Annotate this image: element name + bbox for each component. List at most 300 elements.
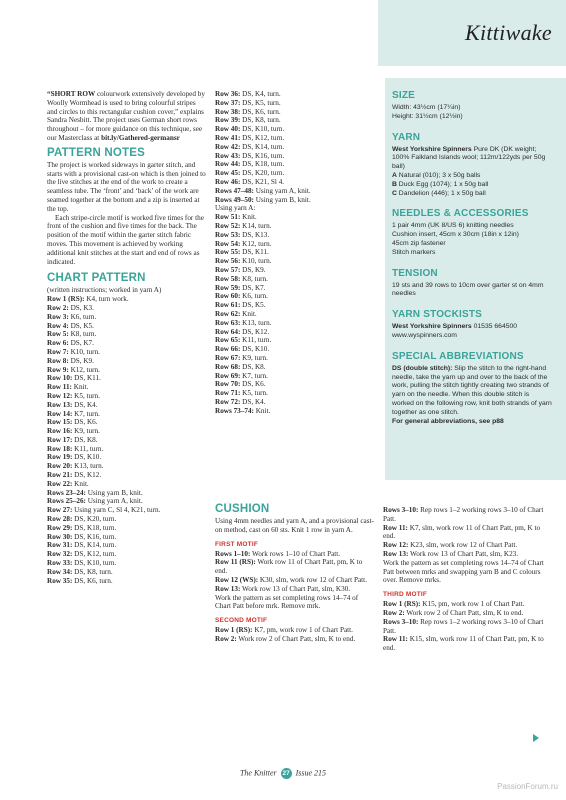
- row-label: Row 2:: [215, 634, 237, 643]
- stockist-name: West Yorkshire Spinners: [392, 323, 472, 331]
- row-label: Row 71:: [215, 389, 241, 398]
- row-instruction: K8, turn.: [68, 330, 97, 339]
- row-instruction: Knit.: [71, 383, 89, 392]
- row-instruction: DS, K16, turn.: [240, 151, 285, 160]
- abbreviation-ds: [392, 365, 552, 418]
- row-instruction: K5, turn.: [72, 391, 100, 400]
- row-label: Row 43:: [215, 151, 241, 160]
- row-instruction: DS, K12.: [240, 327, 270, 336]
- watermark: PassionForum.ru: [497, 782, 558, 791]
- row-label: Row 11 (RS):: [215, 558, 256, 567]
- row-label: Row 1 (RS):: [215, 626, 253, 635]
- row-instruction: DS, K9.: [68, 356, 94, 365]
- row-instruction: DS, K6.: [72, 418, 98, 427]
- row-label: Row 1 (RS):: [383, 600, 421, 609]
- pattern-row: [215, 372, 375, 381]
- row-label: Row 51:: [215, 213, 241, 222]
- row-label: Row 10:: [47, 374, 73, 383]
- yarn-brand: West Yorkshire Spinners: [392, 145, 472, 153]
- pattern-row: [215, 116, 375, 125]
- intro-paragraph: [47, 90, 207, 143]
- pattern-step: [383, 506, 545, 524]
- row-label: Row 2:: [383, 608, 405, 617]
- row-instruction: DS, K11.: [72, 374, 101, 383]
- row-label: Row 46:: [215, 177, 241, 186]
- masterclass-link[interactable]: bit.ly/Gathered-germansr: [101, 133, 180, 142]
- row-instruction: DS, K18, turn.: [72, 523, 117, 532]
- pattern-row: [215, 152, 375, 161]
- row-label: Row 5:: [47, 330, 69, 339]
- row-instruction: Rep rows 1–2 working rows 3–10 of Chart Patt.: [383, 506, 544, 523]
- pattern-row: [47, 366, 207, 375]
- pattern-row: [215, 389, 375, 398]
- size-width: Width: 43½cm (17¼in): [392, 104, 461, 111]
- pattern-row: [47, 533, 207, 542]
- pattern-notes-p1: The project is worked sideways in garter stitch, and starts with a provisional cast-on which is then joined to the live stitches at the end of the work to create a seamless tube. The ‘front’ and ‘back’ of the work are seamed together at the bottom and a zip is inserted at the top.: [47, 160, 206, 213]
- row-label: Row 33:: [47, 559, 73, 568]
- row-label: Row 14:: [47, 409, 73, 418]
- row-instruction: K7, turn.: [240, 371, 268, 380]
- row-instruction: K10, turn.: [68, 347, 100, 356]
- row-instruction: Work row 2 of Chart Patt, slm, K to end.: [236, 634, 356, 643]
- yarn-letter: A: [392, 171, 397, 179]
- pattern-row: [47, 418, 207, 427]
- pattern-row: [215, 248, 375, 257]
- stockist-line: [392, 323, 552, 332]
- row-instruction: DS, K10.: [240, 345, 270, 354]
- pattern-row: [47, 322, 207, 331]
- row-instruction: DS, K7.: [240, 283, 266, 292]
- pattern-step: [383, 600, 545, 609]
- pattern-row: [47, 524, 207, 533]
- pattern-row: [215, 231, 375, 240]
- row-label: Row 68:: [215, 362, 241, 371]
- row-instruction: K8, turn.: [240, 274, 268, 283]
- magazine-name: The Knitter: [239, 768, 277, 778]
- row-label: Row 52:: [215, 221, 241, 230]
- row-label: Rows 1–10:: [215, 549, 251, 558]
- row-label: Row 54:: [215, 239, 241, 248]
- chart-rows-list-2: [215, 90, 375, 415]
- row-label: Row 40:: [215, 125, 241, 134]
- row-instruction: Using yarn A:: [215, 204, 256, 213]
- pattern-row: [215, 345, 375, 354]
- row-instruction: DS, K5.: [240, 301, 266, 310]
- row-label: Row 35:: [47, 576, 73, 585]
- row-instruction: DS, K7.: [68, 339, 94, 348]
- row-instruction: K13, turn.: [240, 318, 272, 327]
- pattern-row: [47, 330, 207, 339]
- row-label: Row 63:: [215, 318, 241, 327]
- row-label: Row 53:: [215, 230, 241, 239]
- row-instruction: DS, K6, turn.: [240, 107, 281, 116]
- row-label: Row 11:: [383, 523, 408, 532]
- chart-pattern-note: (written instructions; worked in yarn A): [47, 286, 162, 295]
- row-label: Row 34:: [47, 567, 73, 576]
- pattern-row: [215, 196, 375, 205]
- row-label: Rows 23–24:: [47, 488, 86, 497]
- row-label: Row 13:: [215, 584, 241, 593]
- pattern-step: [383, 550, 545, 559]
- row-instruction: K14, turn.: [240, 221, 272, 230]
- row-instruction: DS, K4, turn.: [240, 90, 281, 98]
- row-instruction: K11, turn.: [72, 444, 104, 453]
- column-2: [215, 90, 375, 415]
- row-label: Row 37:: [215, 98, 241, 107]
- row-instruction: DS, K20, turn.: [240, 169, 285, 178]
- row-label: Rows 47–48:: [215, 186, 254, 195]
- column-1: [47, 90, 207, 585]
- pattern-row: [215, 284, 375, 293]
- row-label: Rows 49–50:: [215, 195, 254, 204]
- row-instruction: DS, K8, turn.: [240, 116, 281, 125]
- row-instruction: K9, turn.: [72, 427, 100, 436]
- markers-line: Stitch markers: [392, 248, 436, 256]
- pattern-row: [47, 497, 207, 506]
- pattern-step: [215, 585, 375, 594]
- row-instruction: K30, slm, work row 12 of Chart Patt.: [258, 575, 367, 584]
- row-label: Row 41:: [215, 133, 241, 142]
- row-label: Rows 25–26:: [47, 497, 86, 506]
- pattern-row: [47, 295, 207, 304]
- pattern-row: [215, 310, 375, 319]
- row-label: Row 44:: [215, 160, 241, 169]
- row-instruction: K9, turn.: [240, 353, 268, 362]
- yarn-colour-c: [392, 190, 552, 199]
- pattern-row: [47, 392, 207, 401]
- continued-section: [383, 506, 545, 653]
- pattern-row: [47, 568, 207, 577]
- pattern-step: [215, 558, 375, 576]
- general-abbreviations-ref: For general abbreviations, see p88: [392, 417, 504, 425]
- row-instruction: DS, K12, turn.: [240, 133, 285, 142]
- pattern-row: [215, 319, 375, 328]
- pattern-row: [47, 559, 207, 568]
- row-label: Row 55:: [215, 248, 241, 257]
- pattern-row: [47, 374, 207, 383]
- third-motif-steps: [383, 600, 545, 653]
- page-footer: [0, 768, 566, 779]
- row-label: Row 15:: [47, 418, 73, 427]
- row-label: Row 17:: [47, 435, 73, 444]
- row-label: Row 42:: [215, 142, 241, 151]
- pattern-row: [47, 383, 207, 392]
- row-label: Row 57:: [215, 265, 241, 274]
- row-instruction: Knit.: [240, 309, 257, 318]
- row-instruction: K7, turn.: [72, 409, 100, 418]
- pattern-row: [215, 125, 375, 134]
- pattern-row: [215, 108, 375, 117]
- row-instruction: DS, K3.: [68, 303, 94, 312]
- pattern-row: [47, 304, 207, 313]
- row-instruction: DS, K10, turn.: [240, 125, 285, 134]
- continue-arrow-icon: [533, 734, 539, 742]
- row-label: Row 58:: [215, 274, 241, 283]
- row-instruction: DS, K11.: [240, 248, 269, 257]
- sidebar-content: [392, 90, 552, 426]
- row-instruction: DS, K4.: [72, 400, 98, 409]
- row-instruction: Using yarn C, Sl 4, K21, turn.: [72, 506, 161, 515]
- tension-text: 19 sts and 39 rows to 10cm over garter st on 4mm needles: [392, 281, 544, 298]
- row-instruction: Work row 2 of Chart Patt, slm, K to end.: [404, 608, 524, 617]
- chart-pattern-heading: CHART PATTERN: [47, 272, 146, 285]
- pattern-row: [215, 407, 375, 416]
- row-instruction: K11, turn.: [240, 336, 272, 345]
- row-label: Row 3:: [47, 312, 69, 321]
- pattern-row: [215, 222, 375, 231]
- pattern-step: [383, 635, 545, 653]
- intro-lead: “SHORT ROW: [47, 90, 96, 98]
- row-label: Row 11:: [47, 383, 72, 392]
- row-label: Rows 3–10:: [383, 617, 419, 626]
- row-instruction: DS, K10, turn.: [72, 559, 117, 568]
- stockists-heading: YARN STOCKISTS: [392, 309, 483, 321]
- row-label: Row 20:: [47, 462, 73, 471]
- pattern-row: [215, 240, 375, 249]
- row-label: Row 11:: [383, 635, 408, 644]
- row-label: Row 31:: [47, 541, 73, 550]
- row-instruction: K13, turn.: [72, 462, 104, 471]
- row-label: Row 19:: [47, 453, 73, 462]
- row-instruction: Knit.: [72, 479, 89, 488]
- pattern-row: [215, 213, 375, 222]
- pattern-row: [47, 348, 207, 357]
- pattern-row: [47, 480, 207, 489]
- row-label: Row 65:: [215, 336, 241, 345]
- row-label: Rows 3–10:: [383, 506, 419, 514]
- row-instruction: K23, slm, work row 12 of Chart Patt.: [408, 541, 518, 550]
- pattern-row: [47, 357, 207, 366]
- pattern-row: [215, 90, 375, 99]
- pattern-row: [47, 541, 207, 550]
- yarn-colour-b: [392, 181, 552, 190]
- yarn-description: [392, 146, 552, 172]
- yarn-colour-text: Natural (010); 3 x 50g balls: [396, 171, 481, 179]
- abbreviation-term: DS (double stitch):: [392, 364, 453, 372]
- pattern-row: [47, 436, 207, 445]
- row-label: Row 29:: [47, 523, 73, 532]
- row-label: Row 64:: [215, 327, 241, 336]
- pattern-row: [215, 143, 375, 152]
- pattern-row: [215, 380, 375, 389]
- size-heading: SIZE: [392, 90, 416, 101]
- pattern-row: [215, 204, 375, 213]
- pattern-step: [215, 626, 375, 635]
- row-instruction: K6, turn.: [68, 312, 97, 321]
- first-motif-closing: Work the pattern as set completing rows 14–74 of Chart Patt before mrk. Remove mrk.: [215, 593, 359, 611]
- pattern-row: [215, 336, 375, 345]
- row-instruction: DS, K18, turn.: [240, 160, 285, 169]
- row-label: Row 21:: [47, 471, 73, 480]
- pattern-row: [215, 178, 375, 187]
- yarn-spec: Pure DK (DK weight; 100% Falkland Islands wool; 112m/122yds per 50g ball): [392, 145, 546, 171]
- intro-body: colourwork extensively developed by Woolly Wormhead is used to bring colourful stripes and circles to this rectangular cushion cover,” explains Sandra Nesbitt. The project uses German short rows throughout – for more guidance on this technique, see our Masterclass at: [47, 90, 205, 142]
- yarn-heading: YARN: [392, 131, 421, 143]
- page-number: 27: [282, 770, 290, 777]
- pattern-step: [215, 576, 375, 585]
- yarn-colour-text: Dandelion (446); 1 x 50g ball: [396, 189, 486, 197]
- second-motif-closing: Work the pattern as set completing rows 14–74 of Chart Patt between mrks and swapping yarn B and C colours over. Remove mrks.: [383, 558, 544, 585]
- pattern-row: [215, 187, 375, 196]
- row-instruction: DS, K10.: [72, 453, 102, 462]
- pattern-row: [47, 506, 207, 515]
- row-label: Row 12:: [383, 541, 409, 550]
- pattern-row: [215, 354, 375, 363]
- row-label: Row 1 (RS):: [47, 295, 85, 304]
- row-instruction: Work rows 1–10 of Chart Patt.: [250, 549, 341, 558]
- row-label: Row 13:: [47, 400, 73, 409]
- pattern-step: [383, 618, 545, 636]
- row-instruction: DS, K8.: [240, 362, 266, 371]
- row-label: Row 12:: [47, 391, 73, 400]
- row-instruction: DS, K12, turn.: [72, 550, 117, 559]
- row-label: Row 28:: [47, 515, 73, 524]
- row-instruction: Using yarn B, knit.: [253, 195, 311, 204]
- row-label: Row 60:: [215, 292, 241, 301]
- row-instruction: DS, K14, turn.: [240, 142, 285, 151]
- row-instruction: DS, K21, Sl 4.: [240, 177, 285, 186]
- pattern-step: [383, 524, 545, 542]
- row-label: Row 36:: [215, 90, 241, 98]
- row-instruction: DS, K14, turn.: [72, 541, 117, 550]
- row-instruction: DS, K9.: [240, 265, 266, 274]
- yarn-colour-a: [392, 172, 552, 181]
- pattern-row: [47, 550, 207, 559]
- row-instruction: K7, pm, work row 1 of Chart Patt.: [252, 626, 353, 635]
- row-instruction: DS, K6.: [240, 380, 266, 389]
- row-label: Row 59:: [215, 283, 241, 292]
- row-instruction: K7, slm, work row 11 of Chart Patt, pm, K to end.: [383, 523, 541, 541]
- row-instruction: K5, turn.: [240, 389, 268, 398]
- row-label: Row 16:: [47, 427, 73, 436]
- needles-line: 1 pair 4mm (UK 8/US 6) knitting needles: [392, 222, 514, 230]
- row-instruction: Using yarn A, knit.: [85, 497, 143, 506]
- row-label: Row 69:: [215, 371, 241, 380]
- size-height: Height: 31½cm (12½in): [392, 112, 463, 120]
- row-instruction: DS, K4.: [240, 397, 266, 406]
- pattern-row: [215, 398, 375, 407]
- pattern-row: [47, 471, 207, 480]
- pattern-row: [215, 292, 375, 301]
- row-label: Row 27:: [47, 506, 73, 515]
- row-label: Row 56:: [215, 257, 241, 266]
- yarn-colour-text: Duck Egg (1074); 1 x 50g ball: [396, 180, 489, 188]
- pattern-row: [47, 515, 207, 524]
- abbreviation-text: Slip the stitch to the right-hand needle, take the yarn up and over to the back of the work, pulling the stitch tightly creating two strands of yarn on the needle. When this double stitch is worked on the following row, knit both strands of yarn together as one stitch.: [392, 364, 552, 416]
- first-motif-heading: FIRST MOTIF: [215, 540, 258, 548]
- pattern-row: [47, 427, 207, 436]
- row-label: Row 6:: [47, 339, 69, 348]
- pattern-step: [383, 541, 545, 550]
- tension-heading: TENSION: [392, 267, 438, 279]
- row-instruction: Knit.: [240, 213, 257, 222]
- pattern-row: [215, 266, 375, 275]
- yarn-letter: B: [392, 180, 397, 188]
- pattern-step: [215, 550, 375, 559]
- row-instruction: K15, pm, work row 1 of Chart Patt.: [420, 600, 525, 609]
- stockist-website[interactable]: www.wyspinners.com: [392, 331, 457, 339]
- pattern-row: [47, 445, 207, 454]
- row-instruction: K10, turn.: [240, 257, 272, 266]
- abbreviations-heading: SPECIAL ABBREVIATIONS: [392, 350, 524, 362]
- row-instruction: DS, K12.: [72, 471, 102, 480]
- cushion-insert-line: Cushion insert, 45cm x 30cm (18in x 12in): [392, 231, 519, 239]
- row-label: Row 39:: [215, 116, 241, 125]
- pattern-row: [47, 313, 207, 322]
- row-label: Row 9:: [47, 365, 69, 374]
- zip-line: 45cm zip fastener: [392, 239, 446, 247]
- row-instruction: Work row 13 of Chart Patt, slm, K23.: [408, 549, 519, 558]
- row-label: Row 2:: [47, 303, 69, 312]
- row-instruction: DS, K5, turn.: [240, 98, 281, 107]
- pattern-row: [47, 577, 207, 586]
- row-label: Row 13:: [383, 549, 409, 558]
- second-motif-heading: SECOND MOTIF: [215, 617, 268, 625]
- row-label: Row 18:: [47, 444, 73, 453]
- chart-rows-list-1: [47, 295, 207, 585]
- header-band: [378, 0, 566, 66]
- row-instruction: DS, K6, turn.: [72, 576, 113, 585]
- pattern-row: [47, 453, 207, 462]
- second-motif-steps: [215, 626, 375, 644]
- row-label: Row 30:: [47, 532, 73, 541]
- general-abbreviations: [392, 418, 552, 427]
- row-instruction: DS, K20, turn.: [72, 515, 117, 524]
- row-label: Row 67:: [215, 353, 241, 362]
- cushion-intro: Using 4mm needles and yarn A, and a provisional cast-on method, cast on 60 sts. Knit 1 row in yarn A.: [215, 517, 374, 534]
- row-instruction: Work row 11 of Chart Patt, pm, K to end.: [215, 558, 363, 576]
- cushion-heading: CUSHION: [215, 503, 270, 515]
- pattern-row: [215, 328, 375, 337]
- first-motif-steps: [215, 550, 375, 594]
- row-label: Row 22:: [47, 479, 73, 488]
- row-instruction: K4, turn work.: [84, 295, 129, 304]
- row-instruction: Knit.: [253, 406, 271, 415]
- row-label: Row 70:: [215, 380, 241, 389]
- row-label: Row 32:: [47, 550, 73, 559]
- pattern-step: [383, 609, 545, 618]
- pattern-row: [47, 462, 207, 471]
- row-instruction: DS, K8.: [72, 435, 98, 444]
- row-instruction: DS, K16, turn.: [72, 532, 117, 541]
- row-label: Row 4:: [47, 321, 69, 330]
- pattern-row: [47, 401, 207, 410]
- row-label: Row 12 (WS):: [215, 575, 259, 584]
- second-motif-continued-steps: [383, 506, 545, 559]
- issue-number: Issue 215: [295, 768, 327, 778]
- row-instruction: K12, turn.: [240, 239, 272, 248]
- pattern-row: [47, 339, 207, 348]
- pattern-row: [47, 410, 207, 419]
- pattern-row: [215, 99, 375, 108]
- row-instruction: Work row 13 of Chart Patt, slm, K30.: [240, 584, 351, 593]
- row-label: Row 61:: [215, 301, 241, 310]
- pattern-row: [215, 160, 375, 169]
- yarn-letter: C: [392, 189, 397, 197]
- row-instruction: Using yarn A, knit.: [253, 186, 311, 195]
- row-label: Row 66:: [215, 345, 241, 354]
- row-instruction: K12, turn.: [68, 365, 100, 374]
- row-label: Row 72:: [215, 397, 241, 406]
- page-title: Kittiwake: [464, 20, 552, 45]
- row-label: Row 38:: [215, 107, 241, 116]
- pattern-row: [215, 169, 375, 178]
- third-motif-heading: THIRD MOTIF: [383, 591, 428, 599]
- pattern-row: [215, 275, 375, 284]
- row-label: Row 45:: [215, 169, 241, 178]
- pattern-row: [215, 134, 375, 143]
- row-instruction: DS, K5.: [68, 321, 94, 330]
